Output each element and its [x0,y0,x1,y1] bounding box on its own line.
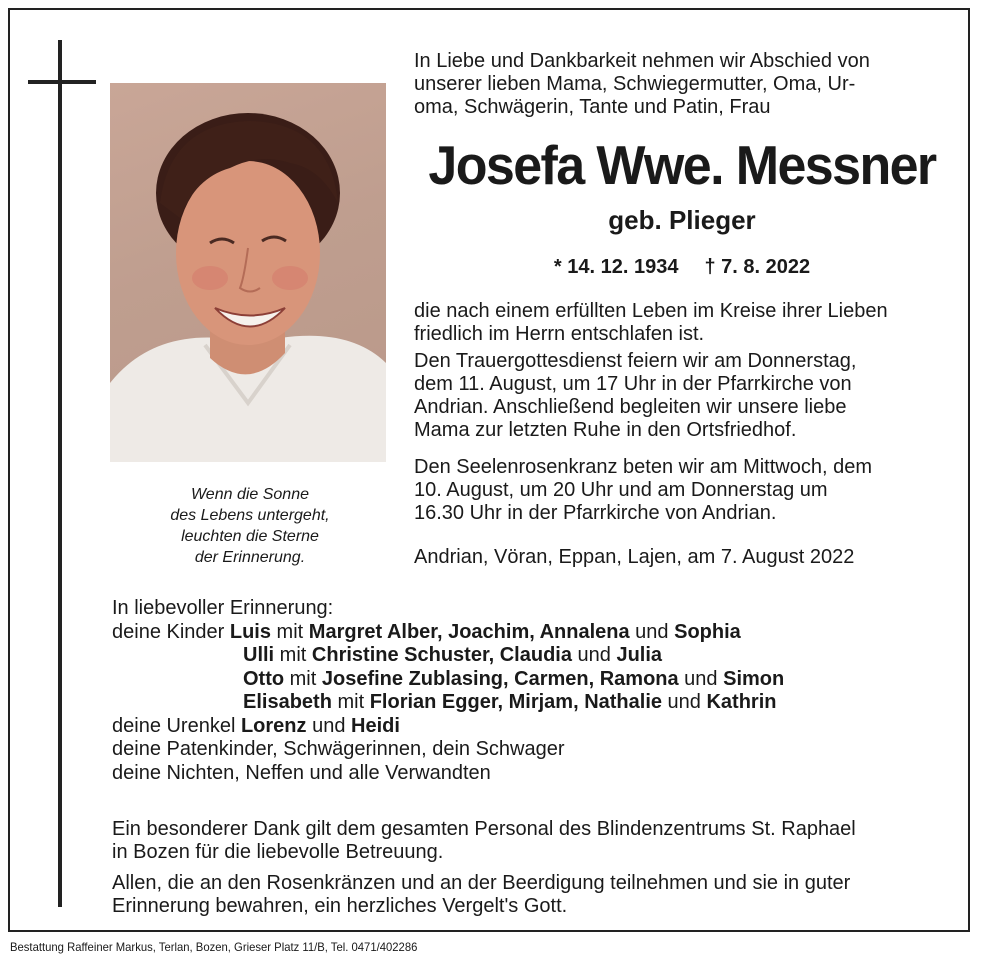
intro-line: In Liebe und Dankbarkeit nehmen wir Abschied von [414,50,870,72]
children-label: deine Kinder [112,620,230,643]
birth-date: * 14. 12. 1934 [553,256,679,278]
funeral-service-paragraph [414,350,950,442]
paragraph-line: 10. August, um 20 Uhr und am Donnerstag um [414,479,828,501]
connector: und [629,620,675,643]
intro-text [414,50,950,119]
godchildren-row: deine Patenkinder, Schwägerinnen, dein Schwager [112,738,565,760]
paragraph-line: die nach einem erfüllten Leben im Kreise ihrer Lieben [414,300,888,322]
life-dates [414,256,950,279]
funeral-home-footer: Bestattung Raffeiner Markus, Terlan, Bozen, Grieser Platz 11/B, Tel. 0471/402286 [10,940,418,954]
thanks-line: Ein besonderer Dank gilt dem gesamten Personal des Blindenzentrums St. Raphael [112,818,856,840]
great-grandchildren-label: deine Urenkel [112,714,241,737]
grandchild-name: Sophia [674,620,741,643]
paragraph-line: Den Trauergottesdienst feiern wir am Donnerstag, [414,350,857,372]
paragraph-line: Den Seelenrosenkranz beten wir am Mittwoch, dem [414,456,872,478]
cross-icon-horizontal [28,80,96,84]
relatives-row: deine Nichten, Neffen und alle Verwandten [112,761,491,784]
connector: mit [284,667,322,690]
connector: mit [274,644,312,666]
portrait-illustration [110,83,386,462]
intro-line: oma, Schwägerin, Tante und Patin, Frau [414,96,771,118]
paragraph-line: 16.30 Uhr in der Pfarrkirche von Andrian. [414,502,777,524]
thanks-paragraph [112,818,952,864]
child-name: Luis [229,620,271,643]
family-heading: In liebevoller Erinnerung: [112,597,334,619]
paragraph-line: Mama zur letzten Ruhe in den Ortsfriedhof. [414,419,797,441]
children-row [112,621,952,645]
great-grandchild-name: Lorenz [240,714,307,737]
grandchild-name: Julia [616,644,663,666]
deceased-name: Josefa Wwe. Messner [428,135,936,197]
intro-line: unserer lieben Mama, Schwiegermutter, Oma, Ur- [414,73,856,95]
children-row [112,691,952,715]
thanks-line: Erinnerung bewahren, ein herzliches Vergelt's Gott. [112,895,568,917]
motto-line: des Lebens untergeht, [170,507,330,524]
children-row [112,644,952,668]
motto-line: der Erinnerung. [194,549,306,566]
family-list [112,597,952,785]
grandchild-name: Simon [723,667,785,690]
connector: und [678,667,724,690]
paragraph-line: dem 11. August, um 17 Uhr in der Pfarrkirche von [414,373,852,395]
connector: und [571,644,617,666]
motto-quote [140,484,360,568]
spouse-and-grandchildren: Christine Schuster, Claudia [311,644,572,666]
spouse-and-grandchildren: Florian Egger, Mirjam, Nathalie [369,691,662,713]
maiden-name: geb. Plieger [608,205,756,235]
place-date: Andrian, Vöran, Eppan, Lajen, am 7. August 2022 [414,546,855,568]
child-name: Elisabeth [243,691,332,713]
spouse-and-grandchildren: Margret Alber, Joachim, Annalena [308,620,630,643]
connector: mit [271,620,309,643]
great-grandchild-name: Heidi [351,714,400,737]
death-date: † 7. 8. 2022 [704,256,811,278]
grandchild-name: Kathrin [706,691,777,713]
connector: und [662,691,707,713]
passing-paragraph [414,300,950,346]
thanks-line: Allen, die an den Rosenkränzen und an der Beerdigung teilnehmen und sie in guter [112,872,851,894]
connector: und [306,714,352,737]
rosary-paragraph [414,456,950,525]
paragraph-line: friedlich im Herrn entschlafen ist. [414,323,705,345]
motto-line: leuchten die Sterne [181,528,319,545]
portrait-photo [110,83,386,462]
child-name: Otto [243,667,285,690]
spouse-and-grandchildren: Josefine Zublasing, Carmen, Ramona [321,667,679,690]
thanks-paragraph [112,872,952,918]
child-name: Ulli [243,644,275,666]
cross-icon-vertical [58,40,62,907]
children-row [112,668,952,692]
great-grandchildren-row [112,715,952,739]
connector: mit [331,691,370,713]
paragraph-line: Andrian. Anschließend begleiten wir unsere liebe [414,396,847,418]
thanks-line: in Bozen für die liebevolle Betreuung. [112,841,444,863]
motto-line: Wenn die Sonne [190,486,309,503]
